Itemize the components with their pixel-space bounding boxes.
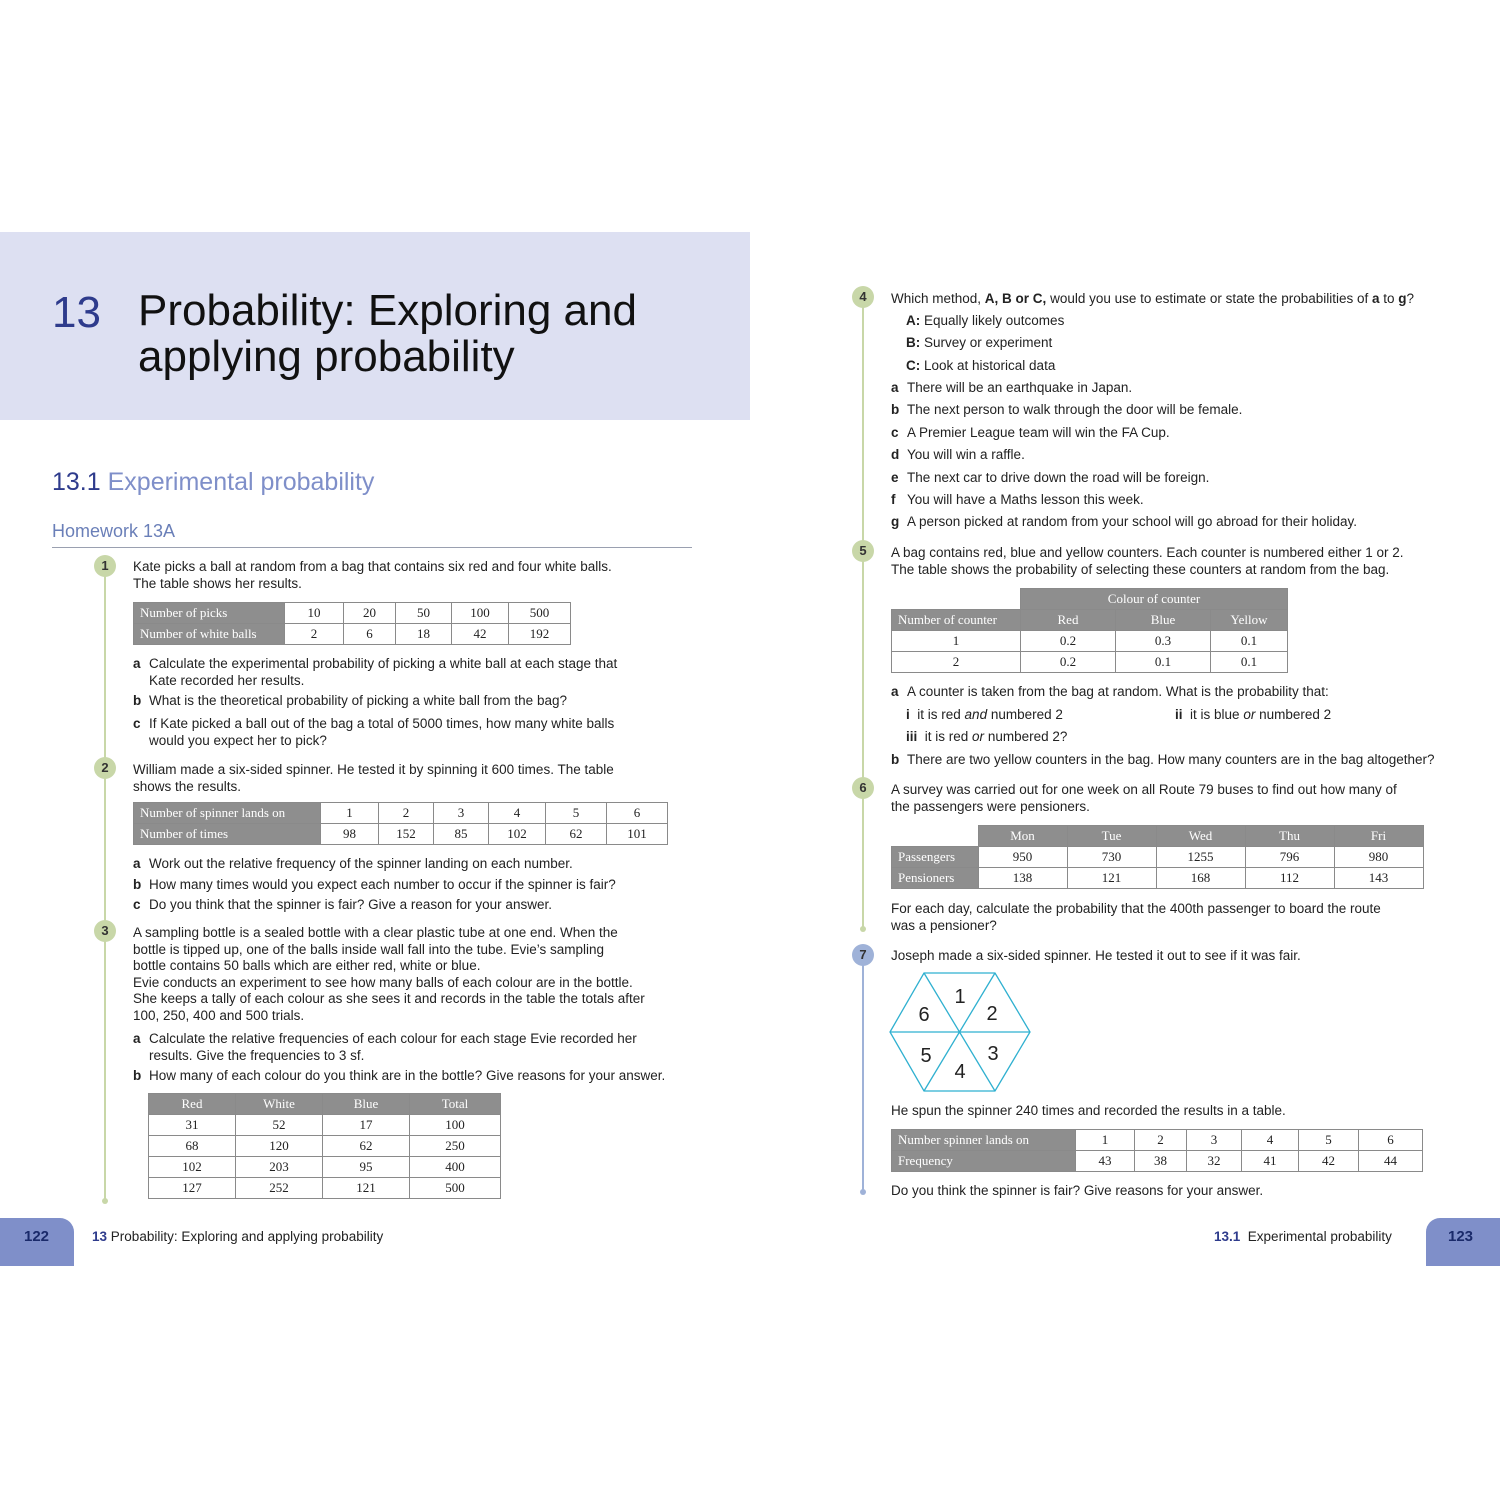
q4-d-text: You will win a raffle. bbox=[907, 447, 1025, 462]
question-4-number: 4 bbox=[852, 286, 874, 308]
table-cell: 121 bbox=[1067, 868, 1156, 889]
right-question-line-blue bbox=[862, 955, 864, 1191]
right-blue-end-dot bbox=[860, 1189, 866, 1195]
question-6-number: 6 bbox=[852, 777, 874, 799]
q4-method-a bbox=[906, 313, 1064, 330]
q2-part-a: a Work out the relative frequency of the spinner landing on each number. bbox=[133, 856, 573, 871]
table-cell: 98 bbox=[321, 824, 379, 845]
spinner-label: 5 bbox=[920, 1045, 932, 1067]
table-cell: 44 bbox=[1359, 1151, 1423, 1172]
table-cell: 168 bbox=[1156, 868, 1245, 889]
table-header-cell: Blue bbox=[323, 1094, 410, 1115]
q5-ai-em: and bbox=[964, 707, 988, 722]
chapter-number: 13 bbox=[52, 288, 101, 337]
q4-a-text: There will be an earthquake in Japan. bbox=[907, 380, 1133, 395]
table-header-cell: Total bbox=[410, 1094, 501, 1115]
table-header-cell: Tue bbox=[1067, 826, 1156, 847]
table-cell: 101 bbox=[607, 824, 668, 845]
q1-part-a: a Calculate the experimental probability of picking a white ball at each stage that Kate recorded her results. bbox=[133, 656, 693, 689]
section-number: 13.1 bbox=[52, 468, 101, 496]
table-row bbox=[892, 652, 1288, 673]
q3-text-line5: She keeps a tally of each colour as she sees it and records in the table the totals after bbox=[133, 991, 645, 1006]
spinner-label: 4 bbox=[954, 1061, 966, 1083]
q7-final: Do you think the spinner is fair? Give reasons for your answer. bbox=[891, 1183, 1264, 1198]
table-header-cell: Mon bbox=[978, 826, 1067, 847]
table-row bbox=[892, 1151, 1423, 1172]
sub-label: ii bbox=[1175, 707, 1183, 722]
table-cell: 95 bbox=[323, 1157, 410, 1178]
table-row bbox=[892, 1130, 1423, 1151]
table-header-cell: Number of picks bbox=[134, 603, 285, 624]
table-header-cell: Number of times bbox=[134, 824, 321, 845]
table-cell: 6 bbox=[607, 803, 668, 824]
method-label: C: bbox=[906, 358, 921, 373]
table-cell: 1 bbox=[1076, 1130, 1135, 1151]
q4-part-c: c A Premier League team will win the FA Cup. bbox=[891, 425, 1170, 440]
table-cell: 2 bbox=[379, 803, 434, 824]
q5-part-a: a A counter is taken from the bag at random. What is the probability that: bbox=[891, 684, 1329, 699]
q2-text-line1: William made a six-sided spinner. He tested it by spinning it 600 times. The table bbox=[133, 762, 614, 777]
q3-text-line2: bottle is tipped up, one of the balls inside wall fall into the tube. Evie’s sampling bbox=[133, 941, 605, 957]
table-cell: 18 bbox=[396, 624, 452, 645]
table-header-cell: Fri bbox=[1334, 826, 1423, 847]
right-page-number-tab bbox=[1426, 1218, 1500, 1266]
table-row bbox=[134, 603, 571, 624]
table-header-cell: Passengers bbox=[892, 847, 979, 868]
table-cell: 100 bbox=[452, 603, 509, 624]
q6-after-line2: was a pensioner? bbox=[891, 917, 997, 933]
table-cell: 41 bbox=[1242, 1151, 1299, 1172]
footer-chapter-number: 13 bbox=[92, 1229, 108, 1244]
table-cell: 250 bbox=[410, 1136, 501, 1157]
q4-intro-mid: would you use to estimate or state the probabilities of bbox=[1046, 291, 1372, 306]
table-cell: 500 bbox=[509, 603, 571, 624]
q5-ai-pre: it is red bbox=[917, 707, 965, 722]
q3-text-line6: 100, 250, 400 and 500 trials. bbox=[133, 1007, 305, 1023]
q2-a-text: Work out the relative frequency of the spinner landing on each number. bbox=[149, 856, 573, 871]
q5-aiii-post: numbered 2? bbox=[984, 729, 1068, 744]
table-header-cell: Thu bbox=[1245, 826, 1334, 847]
footer-section-title: Experimental probability bbox=[1247, 1229, 1392, 1244]
question-3-number: 3 bbox=[94, 920, 116, 942]
table-cell: 112 bbox=[1245, 868, 1334, 889]
table-cell: 400 bbox=[410, 1157, 501, 1178]
table-cell: 1 bbox=[321, 803, 379, 824]
q6-after-text bbox=[891, 901, 1491, 934]
sub-label: iii bbox=[906, 729, 918, 744]
table-header-cell: Frequency bbox=[892, 1151, 1076, 1172]
table-header-cell: Number of white balls bbox=[134, 624, 285, 645]
q4-intro bbox=[891, 291, 1491, 308]
q4-part-f: f You will have a Maths lesson this week. bbox=[891, 492, 1144, 507]
q6-text bbox=[891, 782, 1491, 815]
q5-ai-post: numbered 2 bbox=[987, 707, 1063, 722]
table-blank-cell bbox=[892, 589, 1021, 610]
chapter-title-line2: applying probability bbox=[138, 332, 515, 381]
table-header-cell: Wed bbox=[1156, 826, 1245, 847]
table-cell: 62 bbox=[323, 1136, 410, 1157]
q4-b-text: The next person to walk through the door will be female. bbox=[907, 402, 1243, 417]
table-header-cell: Yellow bbox=[1211, 610, 1288, 631]
q3-text-line3: bottle contains 50 balls which are either red, white or blue. bbox=[133, 958, 481, 973]
table-cell: 980 bbox=[1334, 847, 1423, 868]
q5-text-line2: The table shows the probability of selecting these counters at random from the bag. bbox=[891, 561, 1390, 577]
q4-part-b: b The next person to walk through the door will be female. bbox=[891, 402, 1243, 417]
spinner-label: 2 bbox=[986, 1003, 998, 1025]
q7-text2: He spun the spinner 240 times and recorded the results in a table. bbox=[891, 1103, 1286, 1118]
table-cell: 120 bbox=[236, 1136, 323, 1157]
method-label: A: bbox=[906, 313, 921, 328]
q5-b-text: There are two yellow counters in the bag. How many counters are in the bag altogether? bbox=[907, 752, 1435, 767]
q7-text: Joseph made a six-sided spinner. He tested it out to see if it was fair. bbox=[891, 948, 1301, 963]
table-cell: 17 bbox=[323, 1115, 410, 1136]
table-row bbox=[892, 631, 1288, 652]
table-cell: 20 bbox=[344, 603, 396, 624]
table-cell: 68 bbox=[149, 1136, 236, 1157]
q5-aiii-em: or bbox=[972, 729, 985, 744]
q6-text-line1: A survey was carried out for one week on all Route 79 buses to find out how many of bbox=[891, 782, 1397, 797]
q5-aiii-pre: it is red bbox=[924, 729, 973, 744]
table-cell: 252 bbox=[236, 1178, 323, 1199]
q6-table bbox=[891, 825, 1424, 889]
table-group-header: Colour of counter bbox=[1021, 589, 1288, 610]
q2-text bbox=[133, 762, 693, 795]
table-row bbox=[134, 803, 668, 824]
left-question-line bbox=[104, 567, 106, 1199]
table-cell: 121 bbox=[323, 1178, 410, 1199]
q4-c-text: A Premier League team will win the FA Cup. bbox=[907, 425, 1170, 440]
q4-g-text: A person picked at random from your school will go abroad for their holiday. bbox=[907, 514, 1357, 529]
q3-a-line2: results. Give the frequencies to 3 sf. bbox=[149, 1047, 365, 1063]
table-cell: 203 bbox=[236, 1157, 323, 1178]
q4-intro-pre: Which method, bbox=[891, 291, 985, 306]
q3-part-b: b How many of each colour do you think are in the bottle? Give reasons for your answer. bbox=[133, 1068, 666, 1083]
q5-part-a-iii bbox=[906, 729, 1067, 746]
q4-e-text: The next car to drive down the road will be foreign. bbox=[907, 470, 1210, 485]
table-header-cell: Red bbox=[149, 1094, 236, 1115]
q1-text-line2: The table shows her results. bbox=[133, 575, 302, 591]
q2-c-text: Do you think that the spinner is fair? Give a reason for your answer. bbox=[149, 897, 552, 912]
table-header-cell: Number spinner lands on bbox=[892, 1130, 1076, 1151]
q3-part-a: a Calculate the relative frequencies of each colour for each stage Evie recorded her results. Give the frequencies to 3 sf. bbox=[133, 1031, 693, 1064]
table-cell: 43 bbox=[1076, 1151, 1135, 1172]
table-cell: 2 bbox=[1135, 1130, 1187, 1151]
q5-aii-pre: it is blue bbox=[1190, 707, 1244, 722]
q1-part-c: c If Kate picked a ball out of the bag a total of 5000 times, how many white balls would you expect her to pick? bbox=[133, 716, 693, 749]
table-cell: 38 bbox=[1135, 1151, 1187, 1172]
table-cell: 6 bbox=[1359, 1130, 1423, 1151]
right-question-line-green bbox=[862, 297, 864, 929]
table-cell: 10 bbox=[285, 603, 344, 624]
table-cell: 31 bbox=[149, 1115, 236, 1136]
table-cell: 6 bbox=[344, 624, 396, 645]
table-cell: 50 bbox=[396, 603, 452, 624]
q4-f-text: You will have a Maths lesson this week. bbox=[907, 492, 1144, 507]
spinner-label: 3 bbox=[987, 1043, 999, 1065]
table-cell: 32 bbox=[1187, 1151, 1242, 1172]
table-row bbox=[134, 824, 668, 845]
method-text: Look at historical data bbox=[920, 358, 1056, 373]
chapter-title bbox=[138, 288, 698, 380]
q2-b-text: How many times would you expect each number to occur if the spinner is fair? bbox=[149, 877, 616, 892]
question-5-number: 5 bbox=[852, 540, 874, 562]
table-cell: 4 bbox=[489, 803, 546, 824]
method-text: Equally likely outcomes bbox=[920, 313, 1065, 328]
q4-intro-methods: A, B or C, bbox=[984, 291, 1047, 306]
q1-a-line1: Calculate the experimental probability of picking a white ball at each stage that bbox=[149, 656, 618, 671]
table-header-cell: Blue bbox=[1116, 610, 1211, 631]
table-cell: 1 bbox=[892, 631, 1021, 652]
q3-b-text: How many of each colour do you think are in the bottle? Give reasons for your answer. bbox=[149, 1068, 666, 1083]
q4-method-b bbox=[906, 335, 1052, 352]
q5-a-text: A counter is taken from the bag at random. What is the probability that: bbox=[907, 684, 1329, 699]
question-2-number: 2 bbox=[94, 757, 116, 779]
q1-table bbox=[133, 602, 571, 645]
q3-a-line1: Calculate the relative frequencies of each colour for each stage Evie recorded her bbox=[149, 1031, 637, 1046]
right-green-end-dot bbox=[860, 926, 866, 932]
table-blank-cell bbox=[892, 826, 979, 847]
table-cell: 0.1 bbox=[1211, 631, 1288, 652]
table-cell: 1255 bbox=[1156, 847, 1245, 868]
q4-part-e: e The next car to drive down the road will be foreign. bbox=[891, 470, 1210, 485]
table-cell: 0.3 bbox=[1116, 631, 1211, 652]
table-cell: 138 bbox=[978, 868, 1067, 889]
table-row bbox=[134, 624, 571, 645]
q3-table bbox=[148, 1093, 501, 1199]
table-row bbox=[892, 610, 1288, 631]
q3-text bbox=[133, 925, 693, 1024]
spinner-label: 1 bbox=[954, 986, 966, 1008]
method-text: Survey or experiment bbox=[920, 335, 1053, 350]
q1-b-text: What is the theoretical probability of picking a white ball from the bag? bbox=[149, 693, 567, 708]
q5-aii-em: or bbox=[1243, 707, 1256, 722]
q2-part-c: c Do you think that the spinner is fair? Give a reason for your answer. bbox=[133, 897, 552, 912]
q6-text-line2: the passengers were pensioners. bbox=[891, 798, 1090, 814]
q1-text bbox=[133, 559, 693, 592]
q3-text-line4: Evie conducts an experiment to see how many balls of each colour are in the bottle. bbox=[133, 974, 633, 990]
q5-table bbox=[891, 588, 1288, 673]
table-cell: 4 bbox=[1242, 1130, 1299, 1151]
method-label: B: bbox=[906, 335, 921, 350]
q5-part-a-ii bbox=[1175, 707, 1331, 724]
q2-table bbox=[133, 802, 668, 845]
table-cell: 5 bbox=[1299, 1130, 1359, 1151]
table-cell: 2 bbox=[892, 652, 1021, 673]
footer-section-number: 13.1 bbox=[1214, 1229, 1241, 1244]
sub-label: i bbox=[906, 707, 910, 722]
left-running-footer bbox=[92, 1229, 383, 1244]
table-header-cell: Number of counter bbox=[892, 610, 1021, 631]
q4-intro-a: a bbox=[1372, 291, 1380, 306]
q4-intro-to: to bbox=[1379, 291, 1399, 306]
table-cell: 0.2 bbox=[1021, 631, 1116, 652]
table-cell: 500 bbox=[410, 1178, 501, 1199]
table-cell: 0.2 bbox=[1021, 652, 1116, 673]
q2-text-line2: shows the results. bbox=[133, 778, 242, 794]
table-header-cell: Number of spinner lands on bbox=[134, 803, 321, 824]
question-7-number: 7 bbox=[852, 944, 874, 966]
table-cell: 143 bbox=[1334, 868, 1423, 889]
table-cell: 52 bbox=[236, 1115, 323, 1136]
table-cell: 102 bbox=[149, 1157, 236, 1178]
q6-after-line1: For each day, calculate the probability that the 400th passenger to board the route bbox=[891, 901, 1381, 916]
table-row bbox=[149, 1115, 501, 1136]
spinner-label: 6 bbox=[918, 1004, 930, 1026]
q5-part-a-i bbox=[906, 707, 1063, 724]
table-header-cell: White bbox=[236, 1094, 323, 1115]
table-cell: 62 bbox=[546, 824, 607, 845]
q5-aii-post: numbered 2 bbox=[1255, 707, 1332, 722]
table-cell: 42 bbox=[452, 624, 509, 645]
table-row bbox=[149, 1178, 501, 1199]
table-header-cell: Pensioners bbox=[892, 868, 979, 889]
table-cell: 2 bbox=[285, 624, 344, 645]
q1-c-line1: If Kate picked a ball out of the bag a total of 5000 times, how many white balls bbox=[149, 716, 615, 731]
q4-intro-end: ? bbox=[1406, 291, 1415, 306]
question-1-number: 1 bbox=[94, 555, 116, 577]
right-page-number: 123 bbox=[1448, 1228, 1474, 1245]
section-title bbox=[52, 468, 374, 497]
table-header-cell: Red bbox=[1021, 610, 1116, 631]
table-cell: 3 bbox=[1187, 1130, 1242, 1151]
table-cell: 152 bbox=[379, 824, 434, 845]
table-row bbox=[892, 868, 1424, 889]
table-cell: 192 bbox=[509, 624, 571, 645]
q1-a-line2: Kate recorded her results. bbox=[149, 672, 305, 688]
q4-part-d: d You will win a raffle. bbox=[891, 447, 1025, 462]
table-cell: 796 bbox=[1245, 847, 1334, 868]
table-cell: 5 bbox=[546, 803, 607, 824]
left-page-number: 122 bbox=[24, 1228, 50, 1245]
table-row bbox=[149, 1136, 501, 1157]
table-row bbox=[892, 589, 1288, 610]
q4-method-c bbox=[906, 358, 1055, 375]
table-cell: 102 bbox=[489, 824, 546, 845]
table-row bbox=[892, 826, 1424, 847]
table-cell: 127 bbox=[149, 1178, 236, 1199]
homework-rule bbox=[52, 547, 692, 548]
q7-table bbox=[891, 1129, 1423, 1172]
q1-text-line1: Kate picks a ball at random from a bag that contains six red and four white balls. bbox=[133, 559, 612, 574]
q4-part-g: g A person picked at random from your school will go abroad for their holiday. bbox=[891, 514, 1357, 529]
table-cell: 0.1 bbox=[1211, 652, 1288, 673]
table-cell: 0.1 bbox=[1116, 652, 1211, 673]
q5-text bbox=[891, 545, 1491, 578]
table-row bbox=[892, 847, 1424, 868]
q4-intro-g: g bbox=[1398, 291, 1407, 306]
left-line-end-dot bbox=[102, 1198, 108, 1204]
table-cell: 730 bbox=[1067, 847, 1156, 868]
table-cell: 85 bbox=[434, 824, 489, 845]
q3-text-line1: A sampling bottle is a sealed bottle with a clear plastic tube at one end. When the bbox=[133, 925, 618, 940]
q1-c-line2: would you expect her to pick? bbox=[149, 732, 327, 748]
right-running-footer bbox=[1214, 1229, 1392, 1244]
q2-part-b: b How many times would you expect each number to occur if the spinner is fair? bbox=[133, 877, 616, 892]
table-row bbox=[149, 1094, 501, 1115]
table-cell: 3 bbox=[434, 803, 489, 824]
q1-part-b: b What is the theoretical probability of picking a white ball from the bag? bbox=[133, 693, 567, 708]
footer-chapter-title: Probability: Exploring and applying probability bbox=[110, 1229, 384, 1244]
table-cell: 950 bbox=[978, 847, 1067, 868]
table-cell: 42 bbox=[1299, 1151, 1359, 1172]
q5-text-line1: A bag contains red, blue and yellow counters. Each counter is numbered either 1 or 2. bbox=[891, 545, 1404, 560]
hexagon-spinner bbox=[888, 970, 1033, 1095]
chapter-title-line1: Probability: Exploring and bbox=[138, 286, 637, 335]
table-cell: 100 bbox=[410, 1115, 501, 1136]
q4-part-a: a There will be an earthquake in Japan. bbox=[891, 380, 1133, 395]
homework-title: Homework 13A bbox=[52, 521, 176, 541]
section-name: Experimental probability bbox=[107, 468, 375, 496]
q5-part-b: b There are two yellow counters in the bag. How many counters are in the bag altogether? bbox=[891, 752, 1435, 767]
table-row bbox=[149, 1157, 501, 1178]
left-page-number-tab bbox=[0, 1218, 74, 1266]
